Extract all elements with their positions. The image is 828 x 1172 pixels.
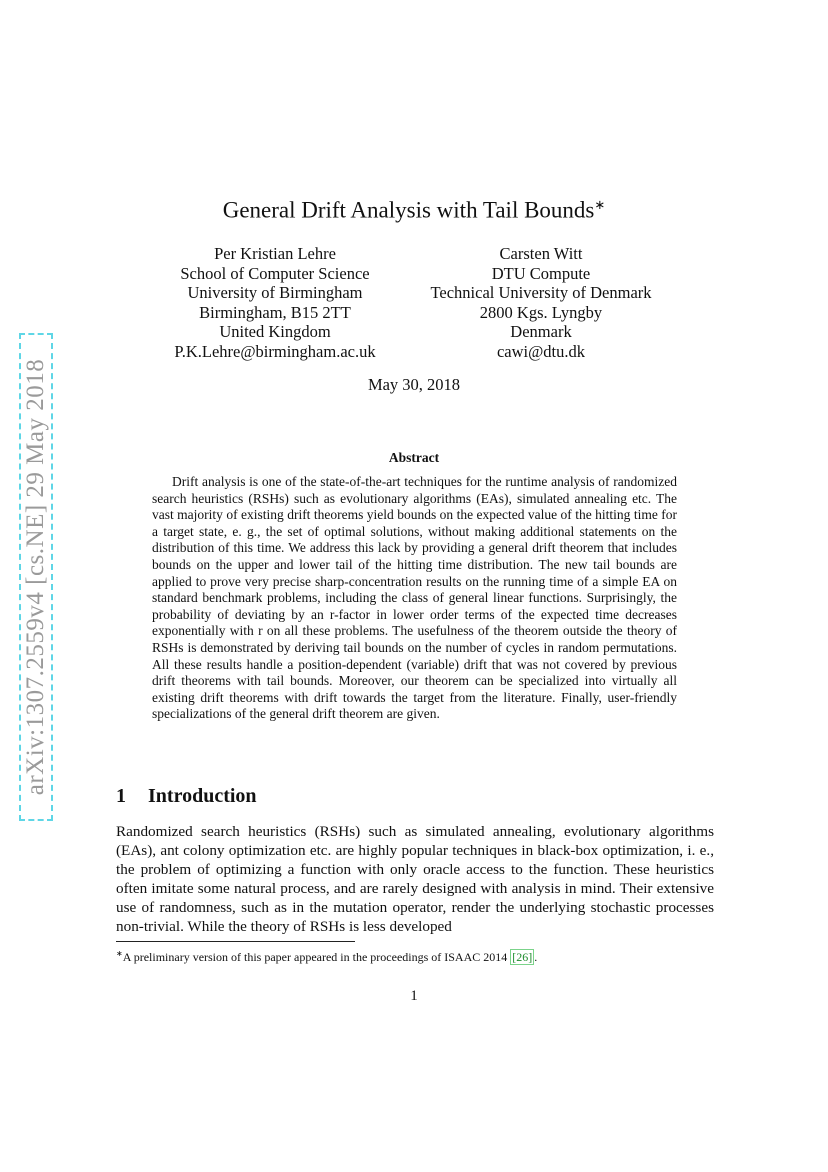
intro-paragraph: Randomized search heuristics (RSHs) such as simulated annealing, evolutionary algorithms (EAs), ant colony optimization etc. are highly popular techniques in black-box optimization, i. e., the problem of optimizing a function with only oracle access to the function. These heuristics often imitate some natural process, and are rarely designed with analysis in mind. Their extensive use of randomness, such as in the mutation operator, render the underlying stochastic processes non-trivial. While the theory of RSHs is less developed: [116, 823, 714, 935]
footnote-rule: [116, 941, 355, 942]
author-city: Birmingham, B15 2TT: [199, 302, 351, 322]
author-name: Carsten Witt: [499, 244, 583, 263]
abstract-heading: Abstract: [388, 450, 440, 465]
author-email: cawi@dtu.dk: [496, 341, 586, 361]
abstract-paragraph: Drift analysis is one of the state-of-the-art techniques for the runtime analysis of randomized search heuristics (RSHs) such as evolutionary algorithms (EAs), simulated annealing etc. The vast majority of existing drift theorems yield bounds on the expected value of the hitting time for a target state, e. g., the set of optimal solutions, without making additional statements on the distribution of this time. We address this lack by providing a general drift theorem that includes bounds on the upper and lower tail of the hitting time distribution. The new tail bounds are applied to prove very precise sharp-concentration results on the running time of a simple EA on standard benchmark problems, including the class of general linear functions. Surprisingly, the probability of deviating by an r-factor in lower order terms of the expected time decreases exponentially with r on all these problems. The usefulness of the theorem outside the theory of RSHs is demonstrated by deriving tail bounds on the number of cycles in random permutations. All these results handle a position-dependent (variable) drift that was not covered by previous drift theorems with tail bounds. Moreover, our theorem can be specialized into virtually all existing drift theorems with drift towards the target from the literature. Finally, user-friendly specializations of the general drift theorem are given.: [152, 474, 677, 722]
abstract: [152, 474, 677, 723]
author-department: DTU Compute: [491, 263, 591, 283]
author-email: P.K.Lehre@birmingham.ac.uk: [174, 341, 376, 361]
title-footnote-mark: ∗: [594, 197, 606, 212]
author-country: United Kingdom: [219, 322, 331, 341]
paper-title-text: General Drift Analysis with Tail Bounds: [222, 197, 595, 223]
author-university: Technical University of Denmark: [430, 283, 652, 302]
footnote-end: .: [534, 950, 538, 964]
section-heading: [116, 785, 257, 808]
footnote-mark: ∗: [116, 949, 123, 958]
intro-body: [116, 823, 714, 936]
section-title: Introduction: [148, 785, 257, 807]
arxiv-identifier: arXiv:1307.2559v4 [cs.NE] 29 May 2018: [22, 358, 49, 796]
section-number: 1: [116, 785, 126, 807]
arxiv-stamp: [19, 333, 53, 821]
citation-link[interactable]: [26]: [512, 950, 533, 964]
footnote-text: A preliminary version of this paper appeared in the proceedings of ISAAC 2014: [122, 950, 511, 964]
publication-date: May 30, 2018: [367, 375, 461, 394]
page-number: 1: [410, 988, 418, 1004]
author-block-2: [412, 244, 670, 361]
author-department: School of Computer Science: [180, 263, 370, 283]
footnote: [116, 946, 716, 965]
author-block-1: [160, 244, 390, 361]
paper-title: [0, 197, 828, 224]
author-university: University of Birmingham: [187, 283, 363, 302]
author-city: 2800 Kgs. Lyngby: [479, 302, 603, 322]
author-name: Per Kristian Lehre: [214, 244, 336, 263]
author-country: Denmark: [510, 322, 572, 341]
